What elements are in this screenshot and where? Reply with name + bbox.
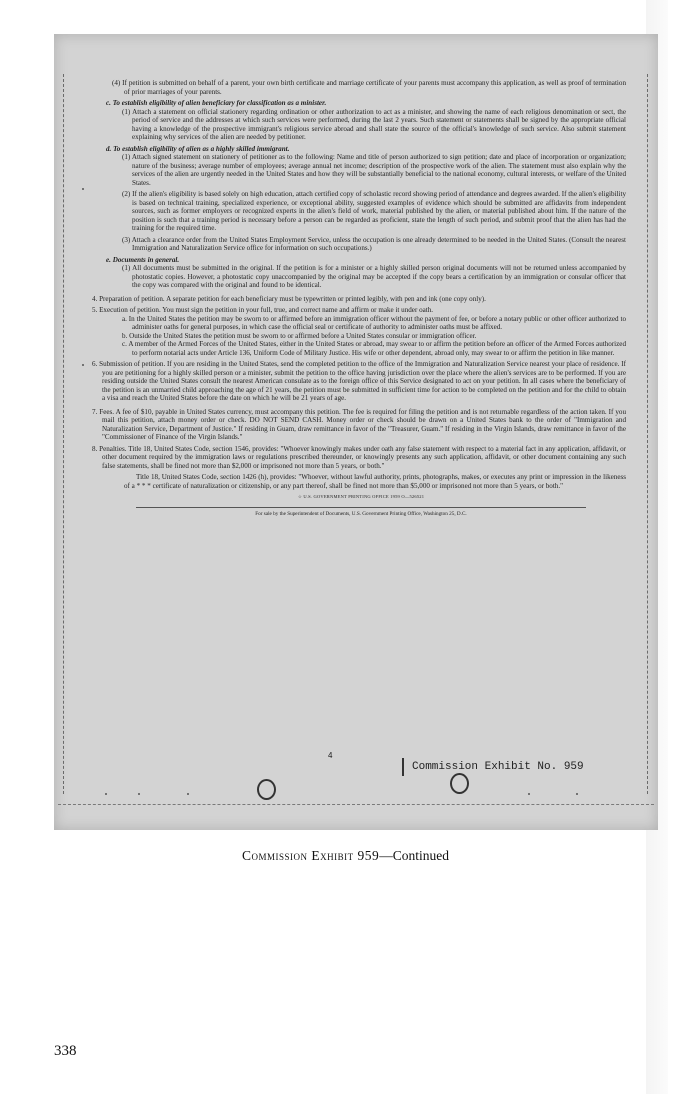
para-c1: (1) Attach a statement on official stationery regarding ordination or other authorization to act as a minister, and showing the name of each religious denomination or sect, the period of service and the addresses at which such services were performed, during the last 2 years. Such statement or statements shall be signed by the appropriate official having a knowledge of the prospective immigrant's religious service abroad and shall state the source of the official's knowledge of such service. Also submit statement explaining why services of the alien are needed by petitioner. — [122, 107, 626, 141]
gpo-imprint: ☆ U.S. GOVERNMENT PRINTING OFFICE 1959 O—526521 — [297, 494, 425, 499]
punch-hole-right — [450, 773, 469, 794]
speck — [576, 793, 578, 795]
speck — [105, 793, 107, 795]
exhibit-caption — [0, 848, 691, 864]
tick-mark: 4 — [328, 751, 333, 760]
heading-c: c. To establish eligibility of alien beneficiary for classification as a minister. — [106, 99, 327, 107]
exhibit-stamp: Commission Exhibit No. 959 — [402, 758, 584, 776]
para-4: (4) If petition is submitted on behalf of a parent, your own birth certificate and marriage certificate of your parents must accompany this application, as well as proof of termination of prior marriages of your parents. — [112, 79, 626, 96]
para-d2: (2) If the alien's eligibility is based solely on high education, attach certified copy of scholastic record showing period of attendance and degrees awarded. If the alien's eligibility is based on technical training, specialized experience, or exceptional ability, suggested examples of evidence which should be submitted are affidavits from independent sources, such as former employers or recognized experts in the alien's field of work, material published by the alien, or material published about him. If the nature of the position is such that a training period is necessary before a person can be regarded as proficient, state the length of such period, and submit proof that the alien has had the training for the required time. — [122, 190, 626, 232]
section-8: 8. Penalties. Title 18, United States Code, section 1546, provides: "Whoever knowingly makes under oath any false statement with respect to a material fact in any application, affidavit, or other document required by the immigration laws or regulations prescribed thereunder, or knowingly presents any such application, affidavit, or other document containing any such false statements, shall be fined not more than $2,000 or imprisoned not more than 5 years, or both." — [92, 444, 626, 470]
section-5b: b. Outside the United States the petition must be sworn to or affirmed before a United States consular or immigration officer. — [122, 331, 477, 340]
speck — [82, 364, 84, 366]
footer-rule — [136, 507, 586, 508]
left-edge-line — [63, 74, 64, 794]
page-number: 338 — [54, 1043, 77, 1059]
caption-title: Commission Exhibit 959 — [241, 848, 380, 863]
sale-notice: For sale by the Superintendent of Documents, U.S. Government Printing Office, Washington 25, D.C. — [255, 510, 467, 517]
heading-e: e. Documents in general. — [106, 255, 180, 264]
section-6: 6. Submission of petition. If you are residing in the United States, send the completed petition to the office of the Immigration and Naturalization Service nearest your place of residence. If you are petitioning for a highly skilled person or a minister, submit the petition to the office having jurisdiction over the place where the alien's services are to be performed. If you are residing outside the United States consult the nearest American consulate as to the foreign office of this Service designated to act on your petition. In all cases where the beneficiary of the petition is an unmarried child approaching the age of 21 years, the petition must be submitted in sufficient time for action to be completed on the petition and for the child to obtain a visa and reach the United States before the date on which he will be 21 years of age. — [92, 360, 626, 402]
speck — [187, 793, 189, 795]
heading-d: d. To establish eligibility of alien as a highly skilled immigrant. — [106, 144, 290, 153]
section-5a: a. In the United States the petition may be sworn to or affirmed before an immigration officer without the payment of fee, or before a notary public or other officer authorized to administer oaths for general purposes, in which case the official seal or certificate of authority to administer oaths must be affixed. — [122, 314, 626, 331]
document-text — [92, 79, 626, 518]
para-e1: (1) All documents must be submitted in the original. If the petition is for a minister or a highly skilled person original documents will not be returned unless accompanied by photostatic copies. However, a photostatic copy unaccompanied by the original may be accepted if the copy bears a certification by an immigration or consular officer that the copy was compared with the original and found to be identical. — [122, 264, 626, 289]
speck — [528, 793, 530, 795]
section-8-continued: Title 18, United States Code, section 1426 (h), provides: "Whoever, without lawful authority, prints, photographs, makes, or executes any print or impression in the likeness of a * * * certificate of naturalization or citizenship, or any part thereof, shall be fined not more than $5,000 or imprisoned not more than 5 years, or both." — [124, 473, 626, 490]
section-4: 4. Preparation of petition. A separate petition for each beneficiary must be typewritten or printed legibly, with pen and ink (one copy only). — [92, 294, 486, 303]
bottom-edge-line — [58, 804, 654, 805]
speck — [82, 188, 84, 190]
para-d1: (1) Attach signed statement on stationery of petitioner as to the following: Name and title of person authorized to sign petition; date and place of incorporation or organization; nature of the business; average number of employees; average annual net income; description of the prospective work of the alien. The statement must also explain why the services of the alien are urgently needed in the United States and how they will be substantially beneficial to the national economy, cultural interests, or welfare of the United States. — [122, 153, 626, 187]
section-7: 7. Fees. A fee of $10, payable in United States currency, must accompany this petition. The fee is required for filing the petition and is not returnable regardless of the action taken. If you mail this petition, attach money order or check. DO NOT SEND CASH. Money order or check should be drawn on a United States bank to the order of "Immigration and Naturalization Service, Department of Justice." If residing in Guam, draw remittance in favor of the "Treasurer, Guam." If residing in the Virgin Islands, draw remittance in favor of the "Commissioner of Finance of the Virgin Islands." — [92, 407, 626, 441]
para-d3: (3) Attach a clearance order from the United States Employment Service, unless the occupation is one already determined to be needed in the United States. (Consult the nearest Immigration and Naturalization Service office for information on such occupations.) — [122, 235, 626, 252]
right-edge-line — [647, 74, 648, 794]
punch-hole-left — [257, 779, 276, 800]
section-5c: c. A member of the Armed Forces of the United States, either in the United States or abroad, may swear to or affirm the petition before an officer of the Armed Forces authorized to perform notarial acts under Article 136, Uniform Code of Military Justice. His wife or other dependent, abroad only, may swear to or affirm the petition in like manner. — [122, 340, 626, 357]
section-5: 5. Execution of petition. You must sign the petition in your full, true, and correct name and affirm or make it under oath. — [92, 306, 434, 314]
speck — [138, 793, 140, 795]
caption-suffix: —Continued — [379, 848, 449, 863]
